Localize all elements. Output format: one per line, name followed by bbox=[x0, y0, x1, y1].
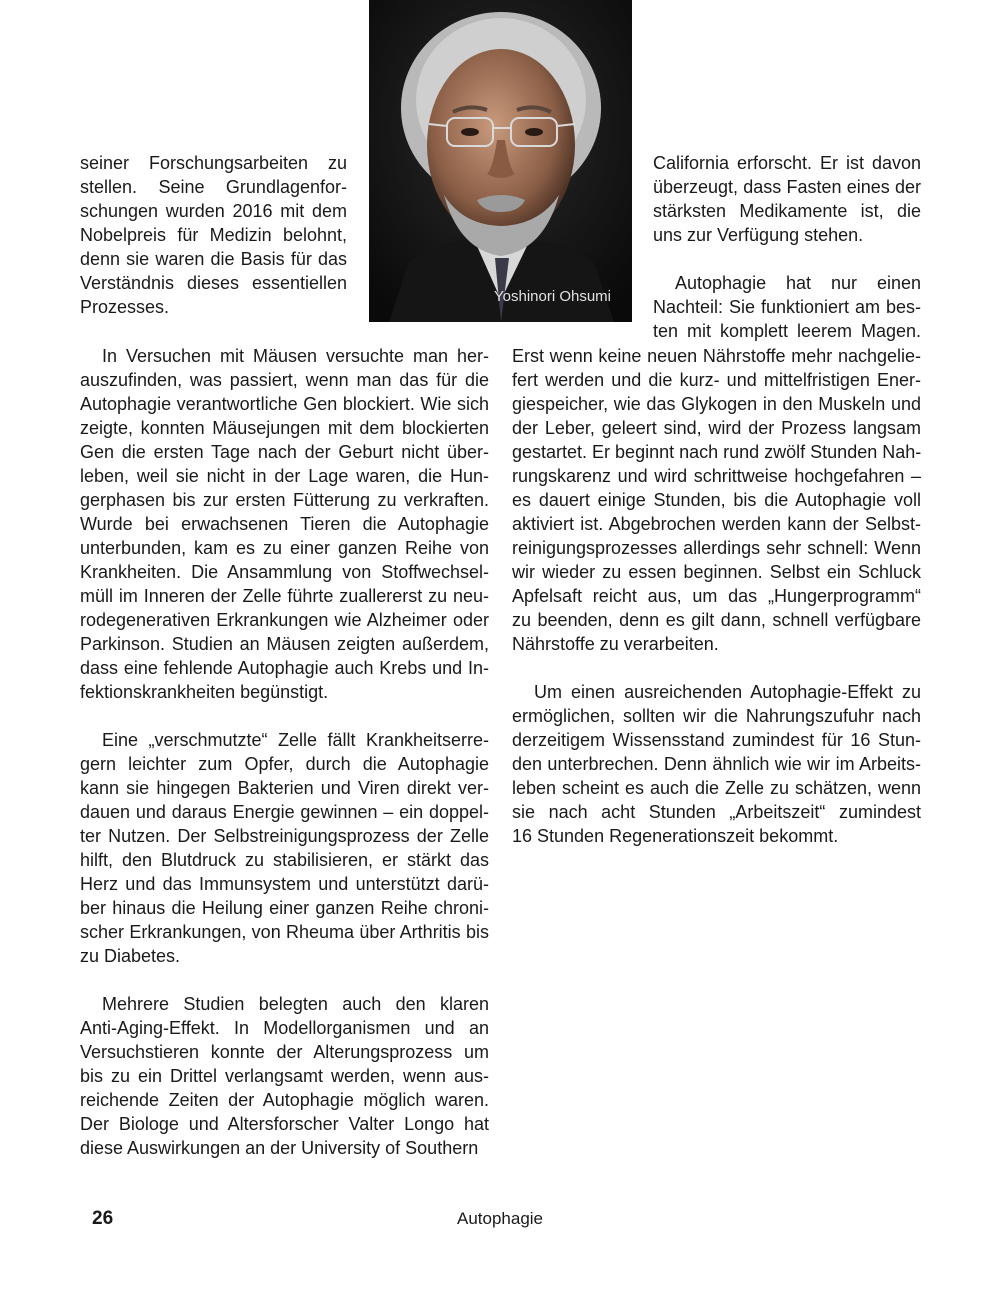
text-line: stellen. Seine Grundlagenfor- bbox=[80, 177, 347, 197]
text-line: dauen und daraus Energie gewinnen – ein doppel- bbox=[80, 802, 489, 822]
text-line: zu beenden, denn es gilt dann, schnell verfügbare bbox=[512, 610, 921, 630]
text-line: reinigungsprozesses allerdings sehr schnell: Wenn bbox=[512, 538, 921, 558]
text-line: ber hinaus die Heilung einer ganzen Reihe chroni- bbox=[80, 898, 489, 918]
text-line: diese Auswirkungen an der University of Southern bbox=[80, 1138, 479, 1158]
text-line: gerphasen bis zur ersten Fütterung zu verkraften. bbox=[80, 490, 489, 510]
text-line: seiner Forschungsarbeiten zu bbox=[80, 153, 347, 173]
text-line: hilft, den Blutdruck zu stabilisieren, er stärkt das bbox=[80, 850, 489, 870]
text-line: rodegenerativen Erkrankungen wie Alzheimer oder bbox=[80, 610, 489, 630]
page-number: 26 bbox=[92, 1208, 114, 1229]
running-footer-title: Autophagie bbox=[456, 1209, 544, 1228]
text-line: Herz und das Immunsystem und unterstützt darü- bbox=[80, 874, 489, 894]
text-line: Krankheiten. Die Ansammlung von Stoffwechsel- bbox=[80, 562, 489, 582]
text-line: Der Biologe und Altersforscher Valter Longo hat bbox=[80, 1114, 489, 1134]
text-line: bis zu ein Drittel verlangsamt werden, wenn aus- bbox=[80, 1066, 489, 1086]
portrait-photo bbox=[369, 0, 632, 322]
text-line: ten mit komplett leerem Magen. bbox=[653, 321, 921, 341]
text-line: schungen wurden 2016 mit dem bbox=[80, 201, 347, 221]
text-line: Nachteil: Sie funktioniert am bes- bbox=[653, 297, 921, 317]
text-line: denn sie waren die Basis für das bbox=[80, 249, 347, 269]
text-line: sie nach acht Stunden „Arbeitszeit“ zumindest bbox=[512, 802, 921, 822]
text-line: Parkinson. Studien an Mäusen zeigten außerdem, bbox=[80, 634, 489, 654]
text-line: ter Nutzen. Der Selbstreinigungsprozess der Zelle bbox=[80, 826, 489, 846]
text-line: kann sie hingegen Bakterien und Viren direkt ver- bbox=[80, 778, 489, 798]
text-line: müll im Inneren der Zelle führte zuallererst zu neu- bbox=[80, 586, 489, 606]
text-line: auszufinden, was passiert, wenn man das für die bbox=[80, 370, 489, 390]
text-line: leben scheint es auch die Zelle zu schätzen, wenn bbox=[512, 778, 921, 798]
text-line: fert werden und die kurz- und mittelfristigen Ener- bbox=[512, 370, 921, 390]
text-line: Apfelsaft reicht aus, um das „Hungerprogramm“ bbox=[512, 586, 921, 606]
text-line: Verständnis dieses essentiellen bbox=[80, 273, 347, 293]
text-line: Nährstoffe zu verarbeiten. bbox=[512, 634, 719, 654]
text-line: Nobelpreis für Medizin belohnt, bbox=[80, 225, 347, 245]
text-line: fektionskrankheiten begünstigt. bbox=[80, 682, 329, 702]
text-line: wir wieder zu essen beginnen. Selbst ein Schluck bbox=[512, 562, 921, 582]
text-line: Anti-Aging-Effekt. In Modellorganismen und an bbox=[80, 1018, 489, 1038]
text-line: zu Diabetes. bbox=[80, 946, 181, 966]
text-line: aktiviert ist. Abgebrochen werden kann der Selbst- bbox=[512, 514, 921, 534]
text-line: Prozesses. bbox=[80, 297, 170, 317]
text-line: Wurde bei erwachsenen Tieren die Autophagie bbox=[80, 514, 489, 534]
text-line: Versuchstieren konnte der Alterungsprozess um bbox=[80, 1042, 489, 1062]
text-line: uns zur Verfügung stehen. bbox=[653, 225, 864, 245]
text-line: giespeicher, wie das Glykogen in den Muskeln und bbox=[512, 394, 921, 414]
text-line: Erst wenn keine neuen Nährstoffe mehr nachgelie- bbox=[512, 346, 921, 366]
text-line: 16 Stunden Regenerationszeit bekommt. bbox=[512, 826, 839, 846]
photo-caption: Yoshinori Ohsumi bbox=[494, 288, 612, 305]
text-line: zeigte, konnten Mäusejungen mit dem blockierten bbox=[80, 418, 489, 438]
text-line: den unterbrechen. Denn ähnlich wie wir im Arbeits- bbox=[512, 754, 921, 774]
text-line: reichende Zeiten der Autophagie möglich waren. bbox=[80, 1090, 489, 1110]
text-line: rungskarenz und wird schrittweise hochgefahren – bbox=[512, 466, 921, 486]
text-line: Eine „verschmutzte“ Zelle fällt Krankheitserre- bbox=[102, 730, 489, 750]
text-line: derzeitigem Wissensstand zumindest für 16 Stun- bbox=[512, 730, 921, 750]
text-line: gestartet. Er beginnt nach rund zwölf Stunden Nah- bbox=[512, 442, 922, 462]
text-line: stärksten Medikamente ist, die bbox=[653, 201, 921, 221]
text-line: Um einen ausreichenden Autophagie-Effekt zu bbox=[534, 682, 921, 702]
text-line: Gen die ersten Tage nach der Geburt nicht über- bbox=[80, 442, 489, 462]
portrait-image bbox=[369, 0, 632, 322]
text-line: Autophagie verantwortliche Gen blockiert. Wie sich bbox=[80, 394, 489, 414]
text-line: der Leber, geleert sind, wird der Prozess langsam bbox=[512, 418, 921, 438]
text-line: gern leichter zum Opfer, durch die Autophagie bbox=[80, 754, 489, 774]
text-line: California erforscht. Er ist davon bbox=[653, 153, 921, 173]
text-line: überzeugt, dass Fasten eines der bbox=[653, 177, 921, 197]
text-line: leben, weil sie nicht in der Lage waren, die Hun- bbox=[80, 466, 489, 486]
text-line: Mehrere Studien belegten auch den klaren bbox=[102, 994, 489, 1014]
text-line: es dauert einige Stunden, bis die Autophagie voll bbox=[512, 490, 921, 510]
text-line: ermöglichen, sollten wir die Nahrungszufuhr nach bbox=[512, 706, 921, 726]
text-line: unterbunden, kam es zu einer ganzen Reihe von bbox=[80, 538, 489, 558]
text-line: scher Erkrankungen, von Rheuma über Arthritis bis bbox=[80, 922, 489, 942]
text-line: dass eine fehlende Autophagie auch Krebs und In- bbox=[80, 658, 489, 678]
text-line: In Versuchen mit Mäusen versuchte man her- bbox=[102, 346, 489, 366]
text-line: Autophagie hat nur einen bbox=[675, 273, 921, 293]
